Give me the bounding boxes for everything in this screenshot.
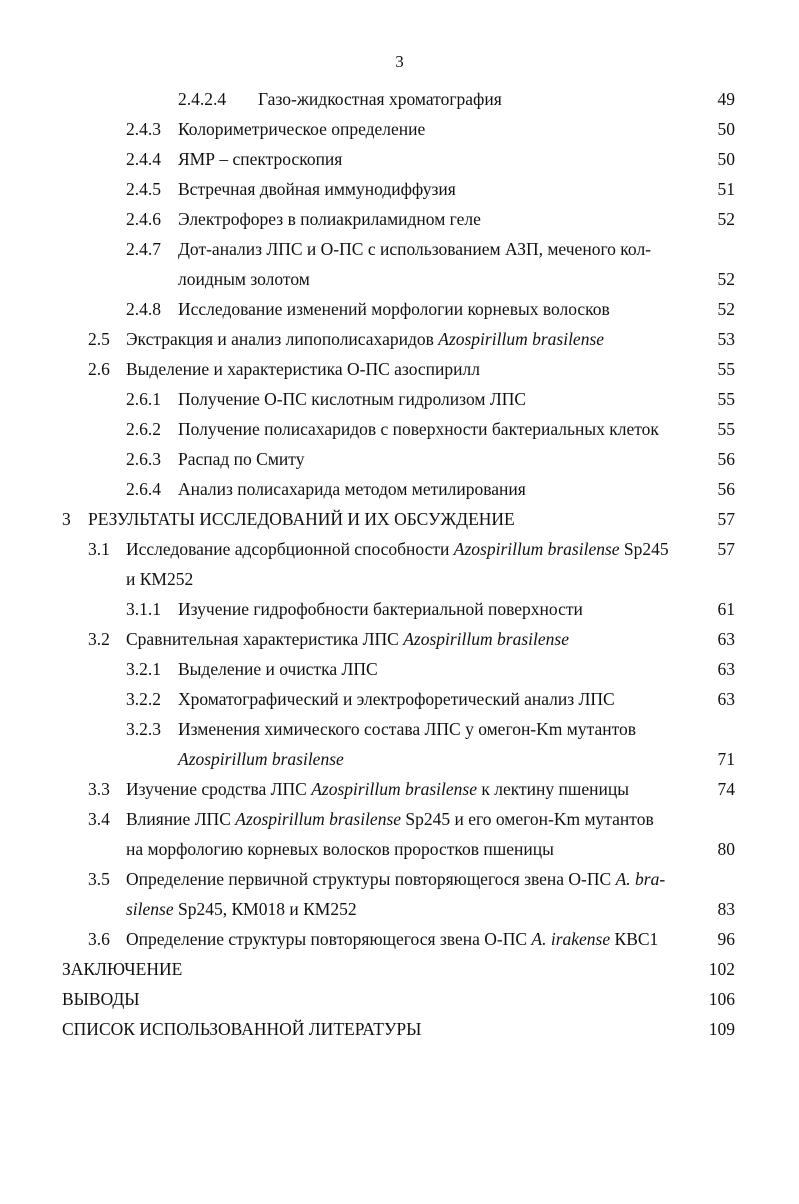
toc-entry-title: на морфологию корневых волосков проростков пшеницы — [126, 839, 554, 859]
toc-entry — [0, 804, 799, 834]
toc-section-conclusion — [0, 954, 799, 984]
toc-entry-title: Влияние ЛПС Azospirillum brasilense Sp245 и его омегон-Km мутантов — [126, 809, 654, 829]
toc-entry-page: 61 — [717, 599, 735, 619]
toc-entry — [0, 924, 799, 954]
toc-entry — [0, 774, 799, 804]
toc-section-findings — [0, 984, 799, 1014]
page-number: 3 — [395, 52, 404, 71]
toc-entry-number: 2.6.1 — [126, 389, 161, 409]
toc-entry — [0, 414, 799, 444]
toc-entry-title: Определение первичной структуры повторяющегося звена О-ПС A. bra- — [126, 869, 666, 889]
toc-entry-continuation — [0, 834, 799, 864]
toc-entry-number: 2.4.5 — [126, 179, 161, 199]
toc-entry-page: 52 — [717, 209, 735, 229]
toc-entry — [0, 174, 799, 204]
toc-entry-number: 3.5 — [88, 869, 110, 889]
toc-entry — [0, 294, 799, 324]
toc-entry-title: Azospirillum brasilense — [178, 749, 344, 769]
toc-entry-number: 2.6.4 — [126, 479, 161, 499]
toc-entry-title: Определение структуры повторяющегося звена О-ПС A. irakense КВС1 — [126, 929, 659, 949]
toc-entry-number: 3.6 — [88, 929, 110, 949]
toc-entry — [0, 684, 799, 714]
toc-entry-page: 63 — [717, 629, 735, 649]
toc-entry-page: 109 — [708, 1019, 735, 1039]
toc-entry-page: 51 — [717, 179, 735, 199]
toc-entry-page: 96 — [717, 929, 735, 949]
toc-entry-title: Встречная двойная иммунодиффузия — [178, 179, 456, 199]
toc-entry — [0, 444, 799, 474]
toc-entry-title: Хроматографический и электрофоретический анализ ЛПС — [178, 689, 615, 709]
toc-entry-title: Экстракция и анализ липополисахаридов Azospirillum brasilense — [126, 329, 605, 349]
toc-entry-number: 3.1.1 — [126, 599, 161, 619]
toc-entry-continuation — [0, 744, 799, 774]
toc-entry-title: Исследование адсорбционной способности Azospirillum brasilense Sp245 — [126, 539, 669, 559]
toc-entry-continuation — [0, 564, 799, 594]
toc-entry-page: 63 — [717, 689, 735, 709]
toc-entry — [0, 654, 799, 684]
toc-entry-number: 3.2.2 — [126, 689, 161, 709]
toc-entry-title: СПИСОК ИСПОЛЬЗОВАННОЙ ЛИТЕРАТУРЫ — [62, 1019, 422, 1039]
toc-entry-page: 80 — [717, 839, 735, 859]
toc-entry-page: 71 — [717, 749, 735, 769]
toc-entry-number: 2.4.7 — [126, 239, 161, 259]
toc-entry-title: Колориметрическое определение — [178, 119, 426, 139]
toc-entry-title: silense Sp245, КМ018 и КМ252 — [126, 899, 357, 919]
toc-entry-title: Сравнительная характеристика ЛПС Azospirillum brasilense — [126, 629, 569, 649]
toc-entry-number: 2.6.3 — [126, 449, 161, 469]
toc-entry-number: 3 — [62, 509, 71, 529]
toc-entry-continuation — [0, 264, 799, 294]
toc-entry-title: Получение О-ПС кислотным гидролизом ЛПС — [178, 389, 527, 409]
toc-entry — [0, 624, 799, 654]
toc-entry-page: 56 — [717, 449, 735, 469]
toc-entry-title: Изменения химического состава ЛПС у омегон-Km мутантов — [178, 719, 637, 739]
toc-entry-page: 55 — [717, 389, 735, 409]
toc-entry — [0, 234, 799, 264]
toc-entry-title: ЗАКЛЮЧЕНИЕ — [62, 959, 183, 979]
toc-entry-number: 3.3 — [88, 779, 110, 799]
toc-entry — [0, 144, 799, 174]
toc-entry-number: 2.4.2.4 — [178, 89, 227, 109]
toc-entry-page: 83 — [717, 899, 735, 919]
toc-entry-number: 3.2.3 — [126, 719, 161, 739]
toc-entry-page: 57 — [717, 539, 735, 559]
toc-entry-page: 57 — [717, 509, 735, 529]
toc-entry-page: 74 — [717, 779, 735, 799]
toc-entry-title: ЯМР – спектроскопия — [178, 149, 343, 169]
toc-entry-title: Исследование изменений морфологии корневых волосков — [178, 299, 610, 319]
toc-entry — [0, 714, 799, 744]
toc-entry-number: 3.4 — [88, 809, 110, 829]
toc-entry — [0, 864, 799, 894]
toc-entry-number: 3.2.1 — [126, 659, 161, 679]
toc-entry-page: 53 — [717, 329, 735, 349]
toc-entry-number: 2.5 — [88, 329, 110, 349]
toc-entry-title: Изучение гидрофобности бактериальной поверхности — [178, 599, 583, 619]
toc-entry-title: Анализ полисахарида методом метилирования — [178, 479, 526, 499]
toc-entry-page: 49 — [717, 89, 735, 109]
toc-entry-page: 102 — [708, 959, 735, 979]
toc-entry-continuation — [0, 894, 799, 924]
toc-entry-title: ВЫВОДЫ — [62, 989, 140, 1009]
toc-entry-title: Изучение сродства ЛПС Azospirillum brasilense к лектину пшеницы — [126, 779, 629, 799]
toc-entry — [0, 594, 799, 624]
toc-entry-title: Газо-жидкостная хроматография — [258, 89, 502, 109]
toc-entry-number: 2.4.3 — [126, 119, 161, 139]
toc-entry-title: Выделение и характеристика О-ПС азоспирилл — [126, 359, 480, 379]
toc-entry — [0, 204, 799, 234]
toc-section-references — [0, 1014, 799, 1044]
toc-entry-title: Электрофорез в полиакриламидном геле — [178, 209, 481, 229]
toc-entry — [0, 84, 799, 114]
toc-entry-title: и КМ252 — [126, 569, 194, 589]
toc-chapter — [0, 504, 799, 534]
toc-entry-number: 2.4.4 — [126, 149, 161, 169]
toc-entry-number: 3.1 — [88, 539, 110, 559]
toc-entry — [0, 114, 799, 144]
toc-entry-page: 52 — [717, 299, 735, 319]
toc-entry-title: Дот-анализ ЛПС и О-ПС с использованием АЗП, меченого кол- — [178, 239, 652, 259]
toc-entry — [0, 384, 799, 414]
toc-entry-number: 2.6.2 — [126, 419, 161, 439]
toc-entry-title: лоидным золотом — [178, 269, 310, 289]
toc-entry-page: 106 — [708, 989, 735, 1009]
toc-entry-page: 63 — [717, 659, 735, 679]
toc-entry-page: 52 — [717, 269, 735, 289]
toc-entry-page: 55 — [717, 419, 735, 439]
toc-entry-page: 50 — [717, 119, 735, 139]
toc-entry-title: РЕЗУЛЬТАТЫ ИССЛЕДОВАНИЙ И ИХ ОБСУЖДЕНИЕ — [88, 509, 515, 529]
toc-entry-page: 56 — [717, 479, 735, 499]
toc-entry — [0, 474, 799, 504]
toc-entry — [0, 354, 799, 384]
toc-entry-number: 2.6 — [88, 359, 110, 379]
toc-entry-number: 3.2 — [88, 629, 110, 649]
toc-entry-number: 2.4.8 — [126, 299, 161, 319]
toc-entry-page: 55 — [717, 359, 735, 379]
toc-entry-title: Распад по Смиту — [178, 449, 305, 469]
toc-entry-title: Получение полисахаридов с поверхности бактериальных клеток — [178, 419, 659, 439]
toc-entry — [0, 534, 799, 564]
toc-entry-title: Выделение и очистка ЛПС — [178, 659, 378, 679]
toc-entry-page: 50 — [717, 149, 735, 169]
toc-entry — [0, 324, 799, 354]
toc-entry-number: 2.4.6 — [126, 209, 161, 229]
